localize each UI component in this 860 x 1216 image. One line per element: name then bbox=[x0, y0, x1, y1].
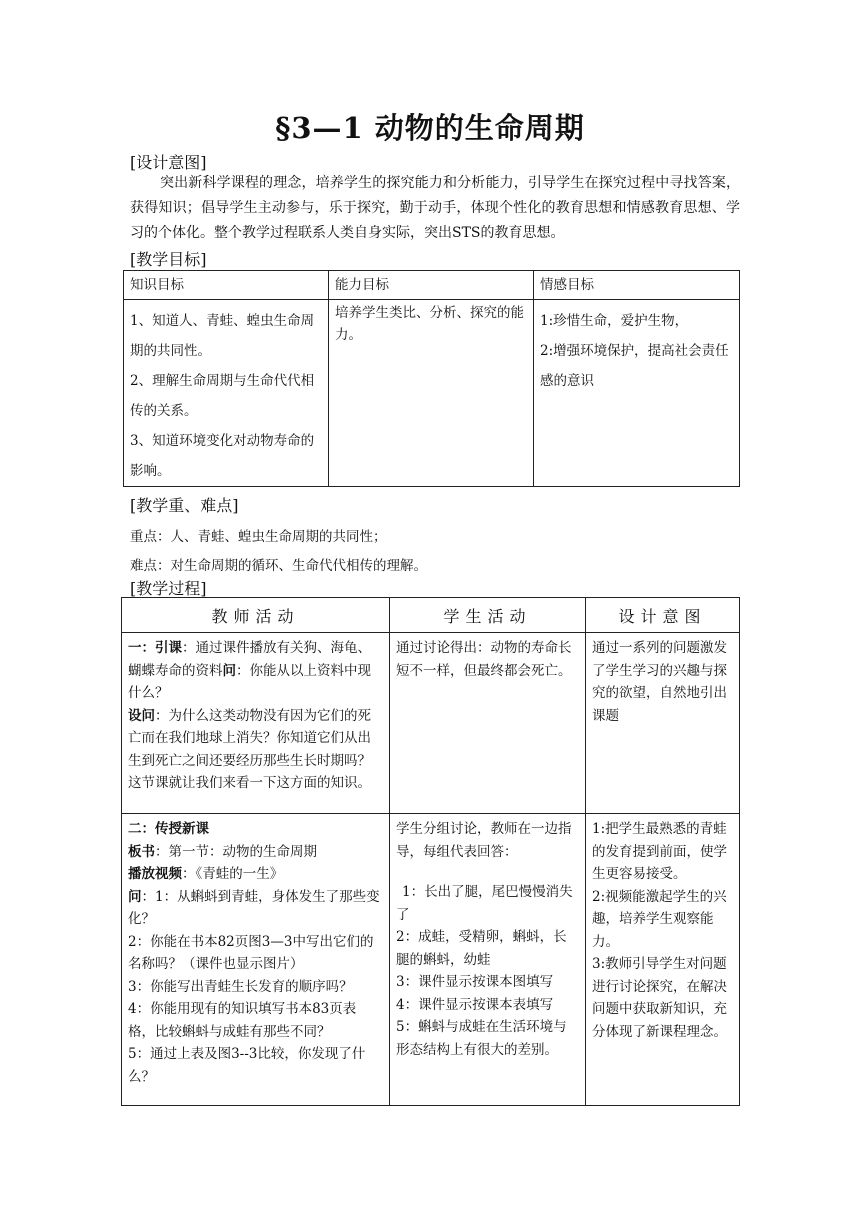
process-table bbox=[121, 597, 740, 1106]
process-row-new-lesson bbox=[122, 814, 740, 1106]
question-line: 4：你能用现有的知识填写书本83页表格，比较蝌蚪与成蛙有那些不同？ bbox=[128, 1001, 357, 1040]
header-student: 学生活动 bbox=[390, 598, 586, 633]
student-answer: 2：成蛙，受精卵，蝌蚪，长腿的蝌蚪，幼蛙 bbox=[396, 929, 567, 968]
student-activity-cell: 通过讨论得出：动物的寿命长短不一样，但最终都会死亡。 bbox=[390, 633, 586, 814]
header-intent: 设计意图 bbox=[586, 598, 740, 633]
teacher-question bbox=[128, 705, 383, 795]
header-ability: 能力目标 bbox=[329, 271, 534, 300]
question-text: ：1：从蝌蚪到青蛙，身体发生了那些变化？ bbox=[128, 888, 380, 927]
design-intent-text: 突出新科学课程的理念，培养学生的探究能力和分析能力，引导学生在探究过程中寻找答案，获得知识；倡导学生主动参与，乐于探究，勤于动手，体现个性化的教育思想和情感教育思想、学习的个体化。整个教学过程联系人类自身实际，突出STS的教育思想。 bbox=[130, 175, 740, 241]
label-bold: 一：引课 bbox=[128, 640, 182, 656]
label-bold: 设问 bbox=[128, 707, 155, 724]
header-teacher: 教师活动 bbox=[122, 598, 390, 633]
student-answer: 4：课件显示按课本表填写 bbox=[396, 996, 554, 1013]
teacher-text: ：通过课件播放有关狗、海龟、蝴蝶寿命的资料 bbox=[128, 640, 371, 679]
question-line bbox=[128, 886, 383, 931]
knowledge-cell bbox=[124, 300, 329, 487]
intent-item: 2:视频能激起学生的兴趣，培养学生观察能力。 bbox=[592, 888, 727, 950]
intent-item: 1:把学生最熟悉的青蛙的发育提到前面，使学生更容易接受。 bbox=[592, 821, 727, 882]
student-answer: 3：课件显示按课本图填写 bbox=[396, 974, 554, 990]
emotion-item: 1:珍惜生命，爱护生物， bbox=[540, 313, 689, 329]
teacher-activity-cell bbox=[122, 814, 390, 1106]
design-intent-cell: 通过一系列的问题激发了学生学习的兴趣与探究的欲望，自然地引出课题 bbox=[586, 633, 740, 814]
knowledge-item: 1、知道人、青蛙、蝗虫生命周期的共同性。 bbox=[130, 313, 315, 359]
label-bold: 板书 bbox=[128, 843, 155, 860]
video-line bbox=[128, 863, 383, 886]
ability-cell bbox=[329, 300, 534, 487]
objectives-header-row bbox=[124, 271, 740, 300]
difficult-point-text: 难点：对生命周期的循环、生命代代相传的理解。 bbox=[130, 558, 427, 574]
label-bold: 问 bbox=[222, 662, 236, 679]
teacher-text: ：你能从以上资料中现什么？ bbox=[128, 662, 371, 701]
intent-item: 3:教师引导学生对问题进行讨论探究，在解决问题中获取新知识，充分体现了新课程理念。 bbox=[592, 956, 727, 1040]
teacher-text: ：为什么这类动物没有因为它们的死亡而在我们地球上消失？你知道它们从出生到死亡之间还要经历那些生长时期吗？这节课就让我们来看一下这方面的知识。 bbox=[128, 707, 371, 791]
video-text: ：《青蛙的一生》 bbox=[182, 866, 284, 882]
question-line: 3：你能写出青蛙生长发育的顺序吗？ bbox=[128, 978, 353, 995]
question-line: 5：通过上表及图3--3比较，你发现了什么？ bbox=[128, 1046, 366, 1085]
key-point-text: 重点：人、青蛙、蝗虫生命周期的共同性； bbox=[130, 529, 387, 545]
process-row-intro bbox=[122, 633, 740, 814]
student-intro: 学生分组讨论，教师在一边指导，每组代表回答： bbox=[396, 821, 572, 860]
design-intent-cell bbox=[586, 814, 740, 1106]
process-heading: [教学过程] bbox=[130, 579, 207, 598]
student-answer: 5：蝌蚪与成蛙在生活环境与形态结构上有很大的差别。 bbox=[396, 1019, 567, 1058]
header-emotion: 情感目标 bbox=[534, 271, 740, 300]
board-line bbox=[128, 841, 383, 864]
page-title: §3—1 动物的生命周期 bbox=[275, 111, 585, 145]
objectives-table bbox=[123, 270, 740, 487]
emotion-item: 2:增强环境保护，提高社会责任感的意识 bbox=[540, 343, 729, 389]
ability-item: 培养学生类比、分析、探究的能力。 bbox=[335, 305, 524, 343]
label-bold: 问 bbox=[128, 888, 142, 905]
knowledge-item: 2、理解生命周期与生命代代相传的关系。 bbox=[130, 373, 315, 419]
key-points-heading: [教学重、难点] bbox=[130, 496, 239, 515]
section-head: 二：传授新课 bbox=[128, 821, 209, 837]
process-header-row bbox=[122, 598, 740, 633]
header-knowledge: 知识目标 bbox=[124, 271, 329, 300]
objectives-heading: [教学目标] bbox=[130, 250, 207, 269]
board-text: ：第一节：动物的生命周期 bbox=[155, 843, 317, 860]
teacher-activity-cell bbox=[122, 633, 390, 814]
knowledge-item: 3、知道环境变化对动物寿命的影响。 bbox=[130, 433, 315, 479]
question-line: 2：你能在书本82页图3—3中写出它们的名称吗？（课件也显示图片） bbox=[128, 933, 374, 972]
design-intent-heading: [设计意图] bbox=[130, 153, 207, 172]
objectives-body-row bbox=[124, 300, 740, 487]
student-answer: 1：长出了腿，尾巴慢慢消失了 bbox=[396, 884, 573, 923]
label-bold: 播放视频 bbox=[128, 866, 182, 882]
student-activity-cell bbox=[390, 814, 586, 1106]
emotion-cell bbox=[534, 300, 740, 487]
